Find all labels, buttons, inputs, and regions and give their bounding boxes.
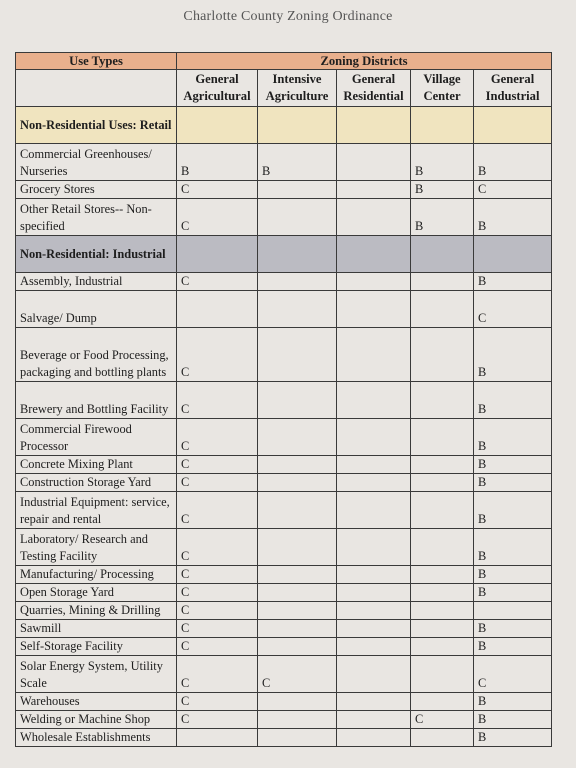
permission-cell: C — [177, 419, 258, 456]
permission-cell — [258, 419, 337, 456]
permission-cell — [337, 382, 411, 419]
permission-cell: B — [474, 273, 552, 291]
permission-cell: C — [177, 602, 258, 620]
permission-cell — [337, 291, 411, 328]
use-type-cell: Wholesale Establishments — [16, 729, 177, 747]
permission-cell: C — [474, 291, 552, 328]
permission-cell — [411, 382, 474, 419]
table-row — [16, 456, 552, 474]
zoning-districts-header: Zoning Districts — [177, 53, 552, 70]
permission-cell: C — [411, 711, 474, 729]
permission-cell — [258, 566, 337, 584]
category-label: Non-Residential Uses: Retail — [16, 107, 177, 144]
permission-cell — [258, 382, 337, 419]
permission-cell — [474, 602, 552, 620]
permission-cell — [411, 729, 474, 747]
category-row-retail — [16, 107, 552, 144]
permission-cell: B — [474, 566, 552, 584]
permission-cell: C — [177, 456, 258, 474]
permission-cell — [258, 711, 337, 729]
table-row — [16, 584, 552, 602]
table-row — [16, 638, 552, 656]
permission-cell: C — [177, 656, 258, 693]
permission-cell — [337, 328, 411, 382]
table-row — [16, 729, 552, 747]
permission-cell — [258, 584, 337, 602]
use-type-cell: Concrete Mixing Plant — [16, 456, 177, 474]
use-type-column-blank — [16, 70, 177, 107]
permission-cell — [411, 656, 474, 693]
permission-cell — [177, 291, 258, 328]
permission-cell — [337, 602, 411, 620]
permission-cell: C — [177, 711, 258, 729]
permission-cell — [337, 492, 411, 529]
permission-cell — [411, 620, 474, 638]
permission-cell — [258, 199, 337, 236]
category-label: Non-Residential: Industrial — [16, 236, 177, 273]
use-type-cell: Welding or Machine Shop — [16, 711, 177, 729]
permission-cell — [411, 328, 474, 382]
permission-cell — [337, 419, 411, 456]
permission-cell: C — [177, 328, 258, 382]
permission-cell — [258, 602, 337, 620]
permission-cell — [337, 273, 411, 291]
permission-cell: B — [411, 199, 474, 236]
table-row — [16, 693, 552, 711]
table-row — [16, 566, 552, 584]
permission-cell — [337, 566, 411, 584]
permission-cell — [337, 474, 411, 492]
table-row — [16, 711, 552, 729]
permission-cell — [411, 492, 474, 529]
permission-cell — [337, 456, 411, 474]
table-row — [16, 199, 552, 236]
column-general-industrial: General Industrial — [474, 70, 552, 107]
permission-cell — [337, 529, 411, 566]
permission-cell: C — [177, 382, 258, 419]
use-type-cell: Self-Storage Facility — [16, 638, 177, 656]
use-type-cell: Construction Storage Yard — [16, 474, 177, 492]
permission-cell: B — [474, 328, 552, 382]
permission-cell — [411, 474, 474, 492]
use-type-cell: Quarries, Mining & Drilling — [16, 602, 177, 620]
table-row — [16, 273, 552, 291]
permission-cell: C — [177, 474, 258, 492]
permission-cell: C — [177, 492, 258, 529]
permission-cell — [337, 638, 411, 656]
permission-cell — [258, 638, 337, 656]
permission-cell — [337, 584, 411, 602]
permission-cell: B — [411, 144, 474, 181]
permission-cell — [411, 638, 474, 656]
permission-cell — [411, 602, 474, 620]
permission-cell: C — [258, 656, 337, 693]
permission-cell — [337, 693, 411, 711]
permission-cell: C — [177, 199, 258, 236]
permission-cell: C — [177, 529, 258, 566]
table-row — [16, 328, 552, 382]
table-row — [16, 181, 552, 199]
use-type-cell: Assembly, Industrial — [16, 273, 177, 291]
column-village-center: Village Center — [411, 70, 474, 107]
permission-cell: B — [474, 474, 552, 492]
permission-cell: B — [474, 693, 552, 711]
document-title: Charlotte County Zoning Ordinance — [183, 9, 393, 24]
district-columns-row — [16, 70, 552, 107]
use-type-cell: Salvage/ Dump — [16, 291, 177, 328]
table-row — [16, 656, 552, 693]
use-type-cell: Other Retail Stores-- Non-specified — [16, 199, 177, 236]
permission-cell: C — [177, 273, 258, 291]
permission-cell: B — [474, 456, 552, 474]
permission-cell: B — [258, 144, 337, 181]
permission-cell — [411, 566, 474, 584]
column-intensive-agriculture: Intensive Agriculture — [258, 70, 337, 107]
use-type-cell: Commercial Greenhouses/ Nurseries — [16, 144, 177, 181]
use-type-cell: Warehouses — [16, 693, 177, 711]
permission-cell — [411, 291, 474, 328]
permission-cell: B — [474, 382, 552, 419]
table-row — [16, 529, 552, 566]
permission-cell — [337, 199, 411, 236]
category-row-industrial — [16, 236, 552, 273]
permission-cell — [258, 474, 337, 492]
table-row — [16, 419, 552, 456]
permission-cell: B — [177, 144, 258, 181]
use-type-cell: Solar Energy System, Utility Scale — [16, 656, 177, 693]
permission-cell — [337, 620, 411, 638]
permission-cell — [411, 273, 474, 291]
permission-cell: C — [177, 638, 258, 656]
use-type-cell: Commercial Firewood Processor — [16, 419, 177, 456]
permission-cell: C — [177, 566, 258, 584]
permission-cell — [258, 693, 337, 711]
permission-cell — [411, 693, 474, 711]
permission-cell — [411, 529, 474, 566]
permission-cell — [258, 492, 337, 529]
permission-cell — [258, 620, 337, 638]
permission-cell: B — [474, 492, 552, 529]
permission-cell — [258, 273, 337, 291]
table-row — [16, 474, 552, 492]
permission-cell — [258, 181, 337, 199]
use-types-header: Use Types — [16, 53, 177, 70]
use-type-cell: Grocery Stores — [16, 181, 177, 199]
use-type-cell: Sawmill — [16, 620, 177, 638]
permission-cell: C — [474, 656, 552, 693]
permission-cell: B — [474, 144, 552, 181]
permission-cell — [411, 456, 474, 474]
permission-cell — [258, 456, 337, 474]
table-row — [16, 382, 552, 419]
use-type-cell: Beverage or Food Processing, packaging and bottling plants — [16, 328, 177, 382]
permission-cell: B — [474, 620, 552, 638]
table-row — [16, 602, 552, 620]
permission-cell: B — [474, 529, 552, 566]
permission-cell: B — [474, 419, 552, 456]
permission-cell — [258, 291, 337, 328]
permission-cell: B — [474, 729, 552, 747]
permission-cell — [258, 328, 337, 382]
permission-cell: B — [474, 199, 552, 236]
permission-cell — [337, 729, 411, 747]
permission-cell — [337, 144, 411, 181]
permission-cell: C — [177, 181, 258, 199]
table-row — [16, 291, 552, 328]
use-type-cell: Manufacturing/ Processing — [16, 566, 177, 584]
table-row — [16, 620, 552, 638]
zoning-table — [15, 52, 552, 747]
table-header-row — [16, 53, 552, 70]
permission-cell: C — [177, 693, 258, 711]
permission-cell — [177, 729, 258, 747]
permission-cell: B — [474, 638, 552, 656]
permission-cell: C — [177, 620, 258, 638]
permission-cell: B — [474, 584, 552, 602]
use-type-cell: Brewery and Bottling Facility — [16, 382, 177, 419]
permission-cell: B — [474, 711, 552, 729]
permission-cell — [337, 711, 411, 729]
use-type-cell: Laboratory/ Research and Testing Facility — [16, 529, 177, 566]
permission-cell — [337, 656, 411, 693]
column-general-residential: General Residential — [337, 70, 411, 107]
permission-cell — [411, 419, 474, 456]
table-row — [16, 492, 552, 529]
permission-cell — [258, 529, 337, 566]
column-general-agricultural: General Agricultural — [177, 70, 258, 107]
use-type-cell: Open Storage Yard — [16, 584, 177, 602]
permission-cell: B — [411, 181, 474, 199]
permission-cell — [411, 584, 474, 602]
permission-cell — [258, 729, 337, 747]
use-type-cell: Industrial Equipment: service, repair and rental — [16, 492, 177, 529]
permission-cell: C — [177, 584, 258, 602]
permission-cell: C — [474, 181, 552, 199]
permission-cell — [337, 181, 411, 199]
table-row — [16, 144, 552, 181]
